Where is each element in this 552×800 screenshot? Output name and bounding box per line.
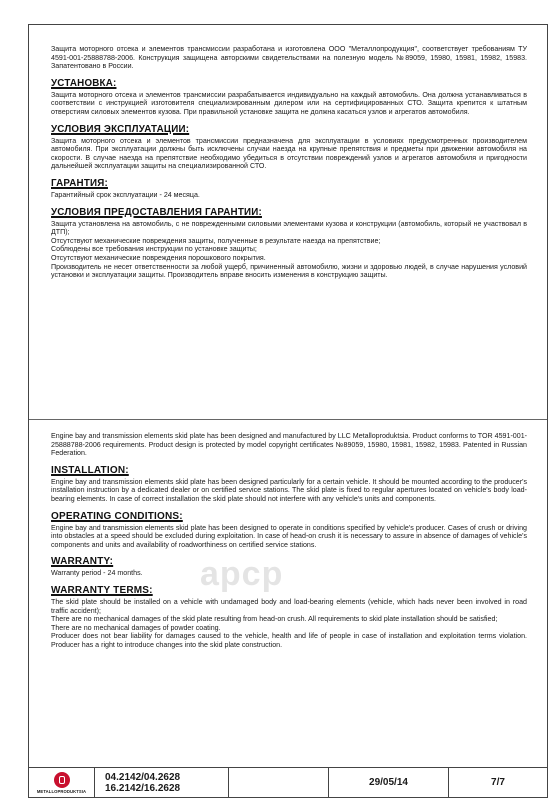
ru-terms-heading: УСЛОВИЯ ПРЕДОСТАВЛЕНИЯ ГАРАНТИИ: <box>51 206 262 218</box>
en-terms-line: The skid plate should be installed on a vehicle with undamaged body and load-bearing elements (vehicle, which hads never been involved in road traffic accident); <box>51 597 527 615</box>
russian-section <box>51 45 527 280</box>
en-terms-line: There are no mechanical damages of the skid plate resulting from head-on crush. All requirements to skid plate installation should be satisfied; <box>51 615 498 624</box>
en-terms-heading: WARRANTY TERMS: <box>51 584 153 596</box>
ru-warranty-heading: ГАРАНТИЯ: <box>51 177 108 189</box>
en-operating-heading: OPERATING CONDITIONS: <box>51 510 183 522</box>
product-codes-cell <box>95 768 229 797</box>
en-warranty-heading: WARRANTY: <box>51 556 114 568</box>
ru-terms-line: Производитель не несет ответственности за любой ущерб, причиненный автомобилю, жизни и здоровью людей, в случае нарушения условий установки и эксплуатации защиты. Производитель вправе вносить изменения в конструкцию защиты. <box>51 262 527 280</box>
en-terms-line: There are no mechanical damages of powder coating. <box>51 623 221 632</box>
en-installation-heading: INSTALLATION: <box>51 464 129 476</box>
watermark: арср <box>200 555 284 593</box>
ru-warranty-text: Гарантийный срок эксплуатации - 24 месяца. <box>51 190 200 199</box>
en-operating-text: Engine bay and transmission elements skid plate has been designed to operate in conditions specified by vehicle's producer. Cases of crush or driving into obstacles at a speed should be excluded during exploitation. In case of head-on crush it is necessary to assure in absence of damages of vehicle's components and units and availability of roadworthiness on certified service stations. <box>51 523 527 549</box>
logo-text: METALLOPRODUKTSIA <box>36 788 87 794</box>
en-intro: Engine bay and transmission elements skid plate has been designed and manufactured by LLC Metalloproduktsia. Product conforms to TOR 4591-001-25888788-2006 requirements. Product design is protected by model copyright certificates №89059, 15980, 15981, 15982, 15983. Patented in Russian Federation. <box>51 432 527 458</box>
ru-installation-heading: УСТАНОВКА: <box>51 77 117 89</box>
ru-operating-text: Защита моторного отсека и элементов трансмиссии предназначена для эксплуатации в условиях предусмотренных производителем автомобиля. При эксплуатации должны быть исключены случаи наезда на крупные препятствия и предметы при движении автомобиля на скорости. В случае наезда на препятствие необходимо убедиться в отсутствии повреждений узлов и агрегатов автомобиля и пригодности дальнейшей эксплуатации защиты на специализированной СТО. <box>51 136 527 171</box>
product-code: 16.2142/16.2628 <box>105 782 181 794</box>
ru-terms-line: Отсутствуют механические повреждения защиты, полученные в результате наезда на препятствие; <box>51 236 381 245</box>
footer-table <box>28 768 548 798</box>
ru-terms-line: Отсутствуют механические повреждения порошкового покрытия. <box>51 253 266 262</box>
en-terms-line: Producer does not bear liability for damages caused to the vehicle, health and life of people in case of installation and exploitation terms violation. Producer has a right to introduce changes into the skid plate construction. <box>51 632 527 649</box>
company-logo-icon <box>54 772 70 788</box>
logo-cell <box>29 768 95 797</box>
ru-intro: Защита моторного отсека и элементов трансмиссии разработана и изготовлена ООО "Металлопродукция", соответствует требованиям ТУ 4591-001-25888788-2006. Конструкция защищена авторскими свидетельствами на полезную модель №89059, 15980, 15981, 15982, 15983. Запатентовано в России. <box>51 45 527 71</box>
en-warranty-text: Warranty period - 24 months. <box>51 569 143 578</box>
date-cell: 29/05/14 <box>329 768 449 797</box>
ru-installation-text: Защита моторного отсека и элементов трансмиссии разрабатывается индивидуально на каждый автомобиль. Она должна устанавливаться в соответствии с инструкцией изготовителя специализированным дилером или на сертифицированных СТО. Защита крепится к штатным отверстиям силовых элементов кузова. При правильной установке защита не должна касаться узлов и агрегатов автомобиля. <box>51 90 527 116</box>
en-installation-text: Engine bay and transmission elements skid plate has been designed particularly for a certain vehicle. It should be mounted according to the producer's installation instruction by a dedicated dealer or on certified service stations. The skid plate is fixed to regular apertures located on vehicle's body load-bearing elements. In case of correct installation the skid plate should not interfere with any vehicle's units and components. <box>51 477 527 503</box>
ru-terms-line: Соблюдены все требования инструкции по установке защиты; <box>51 245 257 254</box>
ru-terms-line: Защита установлена на автомобиль, с не поврежденными силовыми элементами кузова и конструкции (автомобиль, который не участвовал в ДТП); <box>51 219 527 237</box>
product-code: 04.2142/04.2628 <box>105 771 181 783</box>
page-number-cell: 7/7 <box>491 777 505 788</box>
ru-operating-heading: УСЛОВИЯ ЭКСПЛУАТАЦИИ: <box>51 123 190 135</box>
document-frame <box>28 24 548 768</box>
empty-cell <box>229 768 329 797</box>
